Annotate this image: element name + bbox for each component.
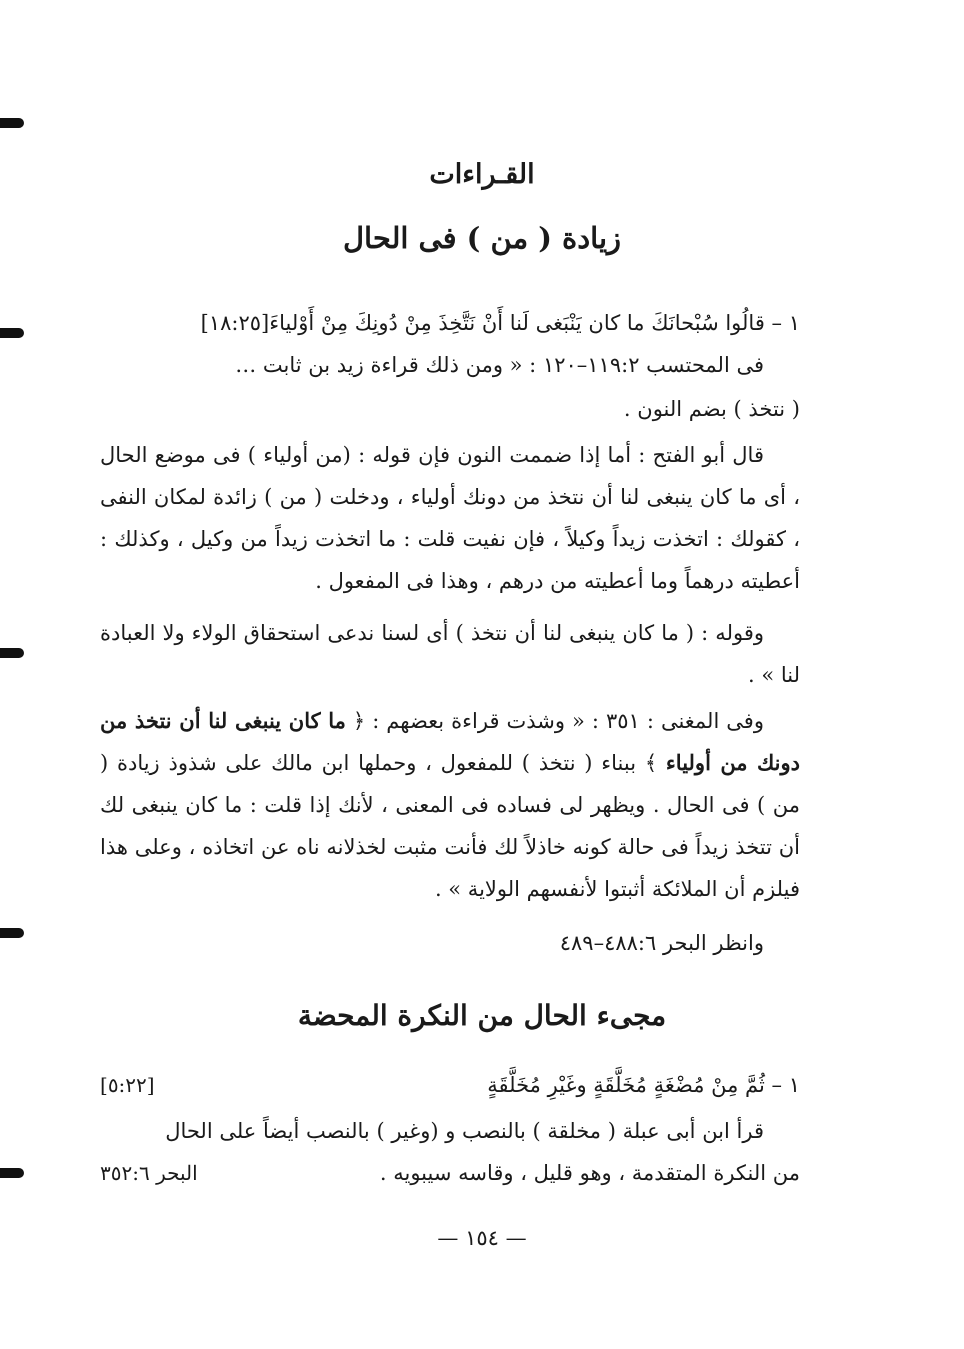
paragraph: [100, 612, 800, 696]
paragraph-text: ﴾ ببناء ( نتخذ ) للمفعول ، وحملها ابن مالك على شذوذ زيادة ( من ) فى الحال . ويظهر لى فساده فى المعنى ، لأنك إذا قلت : ما كان ينبغى لك أن تتخذ زيداً فى حالة كونه خاذلاً لك فأنت مثبت لخذلانه ناه عن اتخاذه ، وعلى هذا فيلزم أن الملائكة أثبتوا لأنفسهم الولاية » .: [100, 751, 800, 901]
paragraph: [100, 700, 800, 910]
section-title: مجىء الحال من النكرة المحضة: [297, 999, 667, 1032]
section-title: زيادة ( من ) فى الحال: [342, 221, 622, 255]
page-title: القـراءات: [429, 159, 535, 190]
paragraph-text: وقوله : ( ما كان ينبغى لنا أن نتخذ ) أى لسنا ندعى استحقاق الولاء ولا العبادة لنا » .: [100, 621, 800, 687]
source-reference: البحر ٣٥٢:٦: [100, 1161, 198, 1185]
paragraph-line: فى المحتسب ١١٩:٢–١٢٠ : « ومن ذلك قراءة زيد بن ثابت …: [235, 353, 764, 377]
reference-line: وانظر البحر ٤٨٨:٦–٤٨٩: [559, 931, 764, 955]
verse-line: ١ – ثُمَّ مِنْ مُضْغَةٍ مُخَلَّقَةٍ وغَيْرِ مُخَلَّقَةٍ: [487, 1073, 800, 1097]
margin-mark: [0, 648, 24, 658]
margin-mark: [0, 928, 24, 938]
paragraph-line: من النكرة المتقدمة ، وهو قليل ، وقاسه سيبويه .: [379, 1161, 800, 1185]
verse-reference: [٥:٢٢]: [100, 1073, 155, 1097]
margin-mark: [0, 118, 24, 128]
paragraph-line: ( نتخذ ) بضم النون .: [623, 397, 800, 421]
paragraph-text: وفى المغنى : ٣٥١ : « وشذت قراءة بعضهم : ﴿: [345, 709, 764, 733]
verse-line: ١ – قالُوا سُبْحانَكَ ما كان يَنْبَغى لَنا أَنْ نَتَّخِذَ مِنْ دُونِكَ مِنْ أَوْلياءَ[١٨:٢٥]: [200, 311, 800, 335]
margin-mark: [0, 328, 24, 338]
page-number: — ١٥٤ —: [437, 1226, 527, 1250]
margin-mark: [0, 1168, 24, 1178]
paragraph: قال أبو الفتح : أما إذا ضممت النون فإن قوله : (من أولياء ) فى موضع الحال ، أى ما كان ينبغى لنا أن نتخذ من دونك أولياء ، ودخلت ( من ) زائدة لمكان النفى ، كقولك : اتخذت زيداً وكيلاً ، فإن نفيت قلت : ما اتخذت زيداً من وكيل ، وكذلك : أعطيته درهماً وما أعطيته من درهم ، وهذا فى المفعول .: [100, 443, 800, 593]
quoted-reading: ما كان ينبغى لنا أن نتخذ من دونك من أولياء: [100, 708, 800, 775]
paragraph-line: قرأ ابن أبى عبلة ( مخلقة ) بالنصب و (وغير ) بالنصب أيضاً على الحال: [165, 1119, 764, 1143]
